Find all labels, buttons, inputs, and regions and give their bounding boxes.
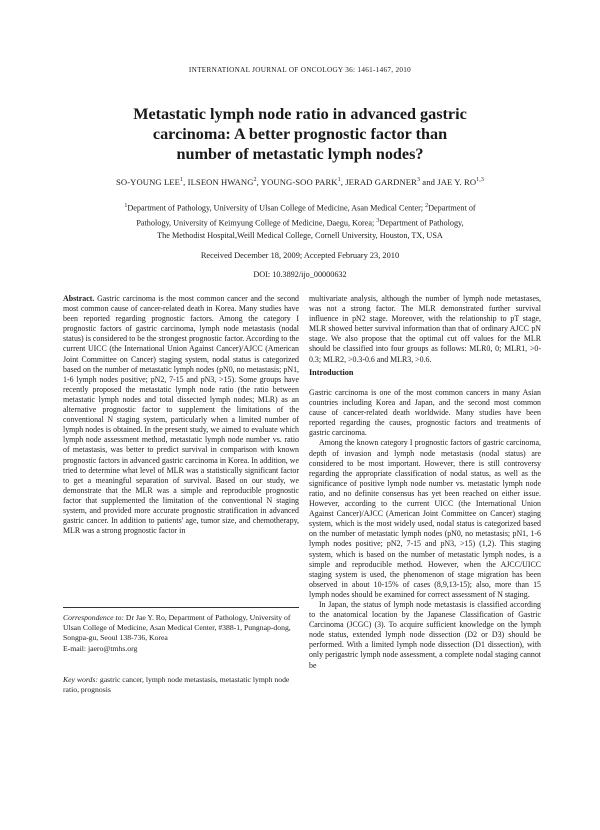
affil-mark: 1 <box>124 203 128 209</box>
author-affil-mark: 1 <box>180 177 184 184</box>
introduction-heading: Introduction <box>309 368 354 377</box>
intro-paragraph: Gastric carcinoma is one of the most common cancers in many Asian countries including Korea and Japan, and the second most common cause of cancer-related death worldwide. Many studies have been reported regarding the causes, prognostic factors and treatments of gastric carcinoma. <box>309 388 541 438</box>
intro-paragraph: In Japan, the status of lymph node metastasis is classified according to the anatomical location by the Japanese Classification of Gastric Carcinoma (JCGC) (3). To acquire sufficient knowledge on the lymph node status, extended lymph node dissection (D2 or D3) should be performed. With a limited lymph node dissection (D1 dissection), with only perigastric lymph node assessment, a complete nodal staging cannot be <box>309 599 541 670</box>
author-affil-mark: 3 <box>416 177 421 184</box>
journal-header: INTERNATIONAL JOURNAL OF ONCOLOGY 36: 1461-1467, 2010 <box>188 66 412 74</box>
author-name: SO-YOUNG LEE <box>116 177 181 187</box>
affil-mark: 3 <box>376 217 380 224</box>
author-affil-mark: 2 <box>253 177 257 184</box>
author-affil-mark: 1,3 <box>476 177 484 184</box>
affil-text: Pathology, University of Keimyung College of Medicine, Daegu, Korea; <box>136 218 377 228</box>
correspondence <box>63 613 299 654</box>
affiliation-line <box>95 200 505 215</box>
footnote-divider <box>63 607 299 608</box>
author-name: JERAD GARDNER <box>345 177 417 187</box>
intro-paragraph: Among the known category I prognostic factors of gastric carcinoma, depth of invasion and lymph node metastasis (nodal status) are considered to be most important. However, there is still controversy regarding the appropriate classification of nodal status, as well as the significance of positive lymph node number vs. metastatic lymph node ratio, and no definite consensus has yet been reached on either issue. However, according to the current UICC (the International Union Against Cancer)/AJCC (American Joint Committee on Cancer) staging system, which is the most widely used, nodal status is categorized based on the number of metastatic lymph nodes (pN0, no metastasis; pN1, 1-6 lymph nodes positive; pN2, 7-15 and pN3, >15) (1,2). This staging system, which is based on the number of metastatic lymph nodes, is a simple and reproducible method. However, when the AJCC/UICC staging system is used, the phenomenon of stage migration has been observed in about 10-15% of cases (8,9,13-15); also, more than 15 lymph nodes should be examined for correct assessment of N staging. <box>309 438 541 599</box>
abstract-text: Gastric carcinoma is the most common cancer and the second most common cause of cancer-related death in Korea. Many studies have been reported regarding prognostic factors. Among the category I prognostic factors of gastric carcinoma, lymph node metastasis (nodal status) is considered to be the strongest prognostic factor. According to the current UICC (the International Union Against Cancer)/AJCC (American Joint Committee on Cancer) staging system, nodal status is categorized based on the number of metastatic lymph nodes (pN0, no metastasis; pN1, 1-6 lymph nodes positive; pN2, 7-15 and pN3, >15). Some groups have recently proposed the metastatic lymph node ratio (the ratio between metastatic lymph nodes and total dissected lymph nodes; MLR) as an alternative prognostic factor to supplement the limitations of the conventional N staging system, particularly when a limited number of lymph nodes is obtained. In the present study, we aimed to evaluate which lymph node assessment method, metastatic lymph node number vs. ratio of metastasis, was better to predict survival in comparison with known prognostic factors in advanced gastric carcinoma in Korea. In addition, we tried to determine what level of MLR was a statistically significant factor to get a meaningful separation of survival. Based on our study, we demonstrate that the MLR was a simple and reproducible prognostic factor that supplemented the limitation of the conventional N staging system, and provided more accurate prognostic stratification in advanced gastric cancer. In addition to patients' age, tumor size, and chemotherapy, MLR was a strong prognostic factor in <box>63 294 299 536</box>
title-line: Metastatic lymph node ratio in advanced gastric <box>133 105 467 123</box>
title-line: number of metastatic lymph nodes? <box>176 145 424 163</box>
affil-mark: 2 <box>425 203 429 209</box>
affil-text: Department of Pathology, <box>379 218 464 228</box>
abstract <box>63 294 299 536</box>
correspondence-email: E-mail: jaero@tmhs.org <box>63 643 138 653</box>
author-list: SO-YOUNG LEE$^1$, ILSEON HWANG$^2$, YOUNG-SOO PARK$^1$, JERAD GARDNER$^3$ and JAE Y. RO$^{1,3}$ <box>116 177 484 187</box>
author-name: JAE Y. RO <box>437 177 477 187</box>
keywords-label: Key words: <box>63 675 98 684</box>
affiliation-line: The Methodist Hospital,Weill Medical College, Cornell University, Houston, TX, USA <box>157 231 443 241</box>
author-name: ILSEON HWANG <box>187 177 254 187</box>
correspondence-text: Dr Jae Y. Ro, Department of Pathology, University of Ulsan College of Medicine, Asan Medical Center, #388-1, Pungnap-dong, Songpa-gu, Seoul 138-736, Korea <box>63 613 291 643</box>
author-name: YOUNG-SOO PARK <box>260 177 338 187</box>
affil-text: Department of <box>428 203 476 213</box>
abstract-continued: multivariate analysis, although the number of lymph node metastases, was not a strong factor. The MLR demonstrated further survival influence in pN2 stage. Moreover, with the relationship to pT stage, MLR showed better survival information than that of ordinary AJCC pN stage. We also propose that the optimal cut off values for the MLR should be classified into four groups as follows: MLR0, 0; MLR1, >0-0.3; MLR2, >0.3-0.6 and MLR3, >0.6. <box>309 294 541 364</box>
keywords <box>63 675 299 695</box>
paper-title <box>60 104 540 164</box>
received-dates: Received December 18, 2009; Accepted February 23, 2010 <box>200 251 400 260</box>
keywords-text: gastric cancer, lymph node metastasis, metastatic lymph node ratio, prognosis <box>63 675 290 695</box>
affil-text: Department of Pathology, University of Ulsan College of Medicine, Asan Medical Center; <box>127 203 426 213</box>
correspondence-label: Correspondence to: <box>63 613 124 622</box>
doi: DOI: 10.3892/ijo_00000632 <box>253 270 347 279</box>
right-column <box>309 294 541 671</box>
abstract-label: Abstract. <box>63 294 95 303</box>
affiliations <box>95 200 505 242</box>
affiliation-line <box>95 215 505 230</box>
author-affil-mark: 1 <box>337 177 341 184</box>
title-line: carcinoma: A better prognostic factor than <box>152 125 448 143</box>
abstract-column <box>63 294 299 596</box>
